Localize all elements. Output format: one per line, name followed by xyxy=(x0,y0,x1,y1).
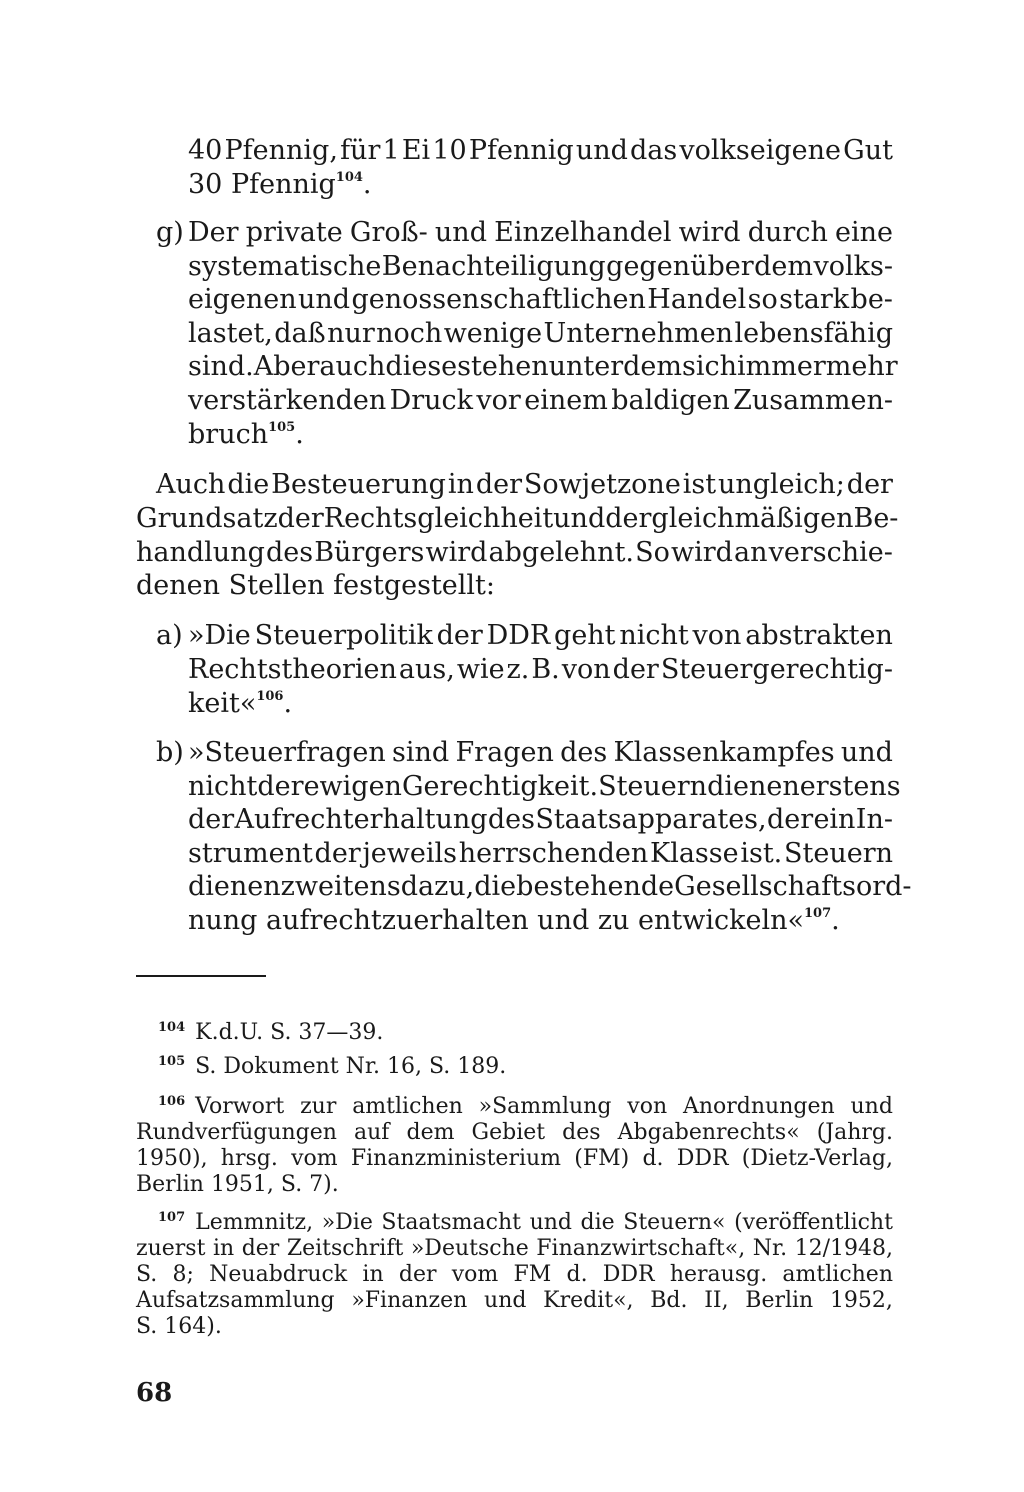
word: d. xyxy=(642,1146,664,1171)
item-g-line xyxy=(188,317,893,351)
word: hrsg. xyxy=(220,1146,278,1171)
word: Finanzministerium xyxy=(350,1146,562,1171)
word: eigenen xyxy=(188,284,297,315)
word: der xyxy=(257,771,304,802)
word: des xyxy=(562,1120,601,1145)
word: Klasse xyxy=(650,838,739,869)
word: Steuergerechtig- xyxy=(660,654,893,685)
word: jeweils xyxy=(362,838,458,869)
word: DDR xyxy=(602,1262,655,1287)
word: Groß- xyxy=(349,217,428,248)
paragraph-line xyxy=(136,502,899,536)
footnote-ref: 106 xyxy=(256,689,284,704)
paragraph-line xyxy=(136,536,893,570)
word: das xyxy=(630,135,678,166)
word: »Finanzen xyxy=(351,1288,468,1313)
word: Rechtstheorien xyxy=(188,654,397,685)
word: Sowjetzone xyxy=(523,469,681,500)
item-g-line xyxy=(188,418,304,452)
item-g-line xyxy=(188,250,893,284)
word: der xyxy=(846,469,893,500)
word: Auch xyxy=(156,469,226,500)
word: 10 xyxy=(432,135,467,166)
punct: . xyxy=(283,688,293,719)
word: Grundsatz xyxy=(136,503,278,534)
word: 8; xyxy=(172,1262,194,1287)
word: der xyxy=(241,1236,280,1261)
word: an xyxy=(734,537,768,568)
word: die xyxy=(227,469,270,500)
word: (Dietz-Verlag, xyxy=(741,1146,893,1171)
word: Kredit«, xyxy=(543,1288,634,1313)
word: Rundverfügungen xyxy=(136,1120,337,1145)
word: (Jahrg. xyxy=(816,1120,893,1145)
footnote-number: 106 xyxy=(158,1094,186,1109)
word: amtlichen xyxy=(782,1262,893,1287)
word: Bürgers xyxy=(314,537,425,568)
word: $^{106}$ Vorwort xyxy=(158,1094,285,1119)
footnote-107-line xyxy=(136,1288,893,1314)
word: Gebiet xyxy=(471,1120,546,1145)
word: der xyxy=(605,503,652,534)
word: und xyxy=(434,217,487,248)
word: Zusammen- xyxy=(733,385,893,416)
word: des xyxy=(265,537,314,568)
word: und xyxy=(484,1288,527,1313)
footnote-ref: 105 xyxy=(268,420,296,435)
word: Berlin xyxy=(745,1288,814,1313)
word: des xyxy=(487,804,535,835)
word: wird xyxy=(678,217,741,248)
word: von xyxy=(627,1094,668,1119)
word: daß xyxy=(274,318,326,349)
punct: . xyxy=(362,169,372,200)
item-g-line xyxy=(188,216,893,250)
word: systematische xyxy=(188,251,382,282)
word: zweitens xyxy=(280,871,401,902)
word: d. xyxy=(566,1262,588,1287)
word: FM xyxy=(513,1262,552,1287)
word: lebensfähig xyxy=(734,318,893,349)
item-label-a: a) xyxy=(156,620,183,651)
word: der xyxy=(277,503,324,534)
word: Gesellschaftsord- xyxy=(674,871,912,902)
word: ungleich; xyxy=(717,469,845,500)
word: sind. xyxy=(188,351,254,382)
item-b-line xyxy=(188,904,840,938)
word: von xyxy=(561,654,611,685)
word: 12/1948, xyxy=(794,1236,893,1261)
word: Ei xyxy=(401,135,431,166)
word: Be- xyxy=(853,503,899,534)
footnote-107-line xyxy=(136,1314,222,1340)
word: vor xyxy=(476,385,521,416)
footnote-text: S. 164). xyxy=(136,1314,222,1339)
word: herrschenden xyxy=(458,838,649,869)
word: Pfennig xyxy=(468,135,574,166)
footnote-ref: 104 xyxy=(335,170,363,185)
word: »Die xyxy=(321,1210,373,1235)
word: »Sammlung xyxy=(478,1094,612,1119)
word: volkseigene xyxy=(679,135,842,166)
word: (veröffentlicht xyxy=(734,1210,893,1235)
word: die xyxy=(474,871,517,902)
word: Aufrechterhaltung xyxy=(234,804,488,835)
word: Staatsapparates, xyxy=(535,804,767,835)
word: Druck xyxy=(389,385,474,416)
word: abstrakten xyxy=(745,620,893,651)
word: Handel xyxy=(647,284,747,315)
word: dazu, xyxy=(400,871,475,902)
word: $^{107}$ Lemmnitz, xyxy=(158,1210,314,1235)
paragraph-line xyxy=(136,569,495,603)
word: Finanzwirtschaft«, xyxy=(536,1236,746,1261)
word: vom xyxy=(291,1146,338,1171)
footnote-107-line xyxy=(136,1236,893,1262)
word: Unternehmen xyxy=(543,318,734,349)
word: gleichmäßigen xyxy=(651,503,854,534)
word: die xyxy=(580,1210,615,1235)
word: Einzelhandel xyxy=(494,217,672,248)
item-b-line xyxy=(188,837,893,871)
word: 1952, xyxy=(829,1288,893,1313)
word: und xyxy=(840,737,893,768)
word: ein xyxy=(813,804,856,835)
word: dem xyxy=(623,351,682,382)
word: in xyxy=(212,1236,235,1261)
word: zur xyxy=(300,1094,337,1119)
word: dienen xyxy=(707,771,800,802)
item-g-line xyxy=(188,283,893,317)
footnote-104 xyxy=(158,1020,383,1046)
body-line xyxy=(188,134,893,168)
word: einem xyxy=(524,385,608,416)
word: noch xyxy=(376,318,443,349)
word: unter xyxy=(548,351,624,382)
word: Zeitschrift xyxy=(286,1236,404,1261)
word: Gerechtigkeit. xyxy=(401,771,599,802)
word: und xyxy=(529,1210,572,1235)
footnote-106-line xyxy=(136,1146,893,1172)
word: und xyxy=(298,284,351,315)
word: Benachteiligung xyxy=(381,251,606,282)
word: volks- xyxy=(813,251,893,282)
word: ewigen xyxy=(303,771,402,802)
word: stehen xyxy=(457,351,549,382)
footnote-107-line xyxy=(158,1210,893,1236)
word: dienen xyxy=(188,871,281,902)
word: geht xyxy=(554,620,616,651)
word: der xyxy=(475,469,522,500)
word: von xyxy=(692,620,742,651)
word: DDR xyxy=(486,620,551,651)
footnote-number: 105 xyxy=(158,1054,186,1069)
word: nicht xyxy=(188,771,258,802)
word: wie xyxy=(456,654,505,685)
word: so xyxy=(747,284,778,315)
word: der xyxy=(398,1262,437,1287)
word: in xyxy=(447,469,474,500)
item-g-line xyxy=(188,350,898,384)
word: B. xyxy=(531,654,560,685)
word: Rechtsgleichheit xyxy=(323,503,554,534)
word: der xyxy=(314,838,361,869)
item-b-line xyxy=(188,870,912,904)
page-number: 68 xyxy=(136,1378,173,1408)
word: herausg. xyxy=(669,1262,768,1287)
word: Neuabdruck xyxy=(209,1262,348,1287)
word: Steuern xyxy=(598,771,708,802)
word: Der xyxy=(188,217,239,248)
word: be- xyxy=(850,284,893,315)
word: Aber xyxy=(253,351,320,382)
word: 1950), xyxy=(136,1146,208,1171)
line-text: denen Stellen festgestellt: xyxy=(136,570,495,601)
word: amtlichen xyxy=(352,1094,463,1119)
word: »Steuerfragen xyxy=(188,737,386,768)
word: und xyxy=(553,503,606,534)
word: vom xyxy=(451,1262,499,1287)
footnote-number: 107 xyxy=(158,1210,186,1225)
word: dem xyxy=(754,251,813,282)
word: bestehende xyxy=(516,871,675,902)
item-a-line xyxy=(188,619,893,653)
word: Staatsmacht xyxy=(381,1210,521,1235)
word: Abgabenrechts« xyxy=(617,1120,800,1145)
word: Pfennig, xyxy=(224,135,338,166)
line-text: nung aufrechtzuerhalten und zu entwickeln« xyxy=(188,905,804,936)
line-text: 30 Pfennig xyxy=(188,169,336,200)
word: für xyxy=(340,135,381,166)
word: sind xyxy=(392,737,450,768)
item-label-b: b) xyxy=(156,737,184,768)
word: der xyxy=(766,804,814,835)
item-a-line xyxy=(188,687,292,721)
word: Besteuerung xyxy=(271,469,446,500)
punct: . xyxy=(831,905,840,936)
item-b-line xyxy=(188,770,901,804)
word: stark xyxy=(779,284,850,315)
word: der xyxy=(188,804,235,835)
word: z. xyxy=(506,654,530,685)
word: eine xyxy=(835,217,893,248)
word: lastet, xyxy=(188,318,273,349)
word: »Die xyxy=(188,620,251,651)
word: baldigen xyxy=(611,385,730,416)
word: in xyxy=(362,1262,384,1287)
footnote-106-line xyxy=(136,1172,339,1198)
word: ist xyxy=(682,469,717,500)
punct: . xyxy=(295,419,304,450)
word: und xyxy=(575,135,628,166)
word: auf xyxy=(354,1120,390,1145)
word: gegenüber xyxy=(606,251,754,282)
item-a-line xyxy=(188,653,893,687)
footnote-107-line xyxy=(136,1262,893,1288)
footnote-text: K.d.U. S. 37—39. xyxy=(195,1020,384,1045)
word: Nr. xyxy=(752,1236,788,1261)
body-line xyxy=(188,168,372,202)
word: und xyxy=(850,1094,893,1119)
item-b-line xyxy=(188,736,893,770)
paragraph-line xyxy=(156,468,893,502)
word: wird xyxy=(425,537,488,568)
footnote-106-line xyxy=(136,1120,893,1146)
word: sich xyxy=(682,351,738,382)
word: So xyxy=(635,537,670,568)
word: Steuern« xyxy=(623,1210,726,1235)
footnote-106-line xyxy=(158,1094,893,1120)
word: dem xyxy=(406,1120,455,1145)
word: immer xyxy=(737,351,826,382)
word: des xyxy=(560,737,608,768)
footnote-105 xyxy=(158,1054,506,1080)
word: S. xyxy=(136,1262,158,1287)
word: ist. xyxy=(740,838,783,869)
word: der xyxy=(612,654,659,685)
footnote-text: Berlin 1951, S. 7). xyxy=(136,1172,339,1197)
footnote-ref: 107 xyxy=(804,906,832,921)
word: DDR xyxy=(676,1146,729,1171)
word: 40 xyxy=(188,135,223,166)
word: zuerst xyxy=(136,1236,206,1261)
word: nicht xyxy=(619,620,689,651)
word: »Deutsche xyxy=(410,1236,529,1261)
word: 1 xyxy=(382,135,400,166)
word: nur xyxy=(327,318,375,349)
word: Steuern xyxy=(784,838,893,869)
word: durch xyxy=(747,217,828,248)
word: Gut xyxy=(843,135,893,166)
item-label-g: g) xyxy=(156,217,184,248)
word: handlung xyxy=(136,537,265,568)
word: diese xyxy=(385,351,458,382)
footnote-divider xyxy=(136,975,266,977)
word: In- xyxy=(855,804,893,835)
line-text: keit« xyxy=(188,688,257,719)
word: der xyxy=(436,620,483,651)
word: verstärkenden xyxy=(188,385,387,416)
footnote-text: S. Dokument Nr. 16, S. 189. xyxy=(195,1054,507,1079)
item-b-line xyxy=(188,803,893,837)
word: strument xyxy=(188,838,313,869)
word: verschie- xyxy=(768,537,893,568)
word: erstens xyxy=(799,771,901,802)
line-text: bruch xyxy=(188,419,269,450)
word: abgelehnt. xyxy=(488,537,634,568)
word: wenige xyxy=(443,318,543,349)
word: genossenschaftlichen xyxy=(351,284,646,315)
item-g-line xyxy=(188,384,893,418)
word: Anordnungen xyxy=(682,1094,835,1119)
word: Fragen xyxy=(455,737,554,768)
word: wird xyxy=(670,537,733,568)
word: Klassenkampfes xyxy=(613,737,835,768)
footnote-number: 104 xyxy=(158,1020,186,1035)
word: Aufsatzsammlung xyxy=(136,1288,335,1313)
word: private xyxy=(245,217,343,248)
word: (FM) xyxy=(574,1146,630,1171)
word: Steuerpolitik xyxy=(254,620,433,651)
word: II, xyxy=(704,1288,729,1313)
word: Bd. xyxy=(650,1288,688,1313)
word: auch xyxy=(319,351,386,382)
word: aus, xyxy=(398,654,455,685)
word: mehr xyxy=(825,351,898,382)
